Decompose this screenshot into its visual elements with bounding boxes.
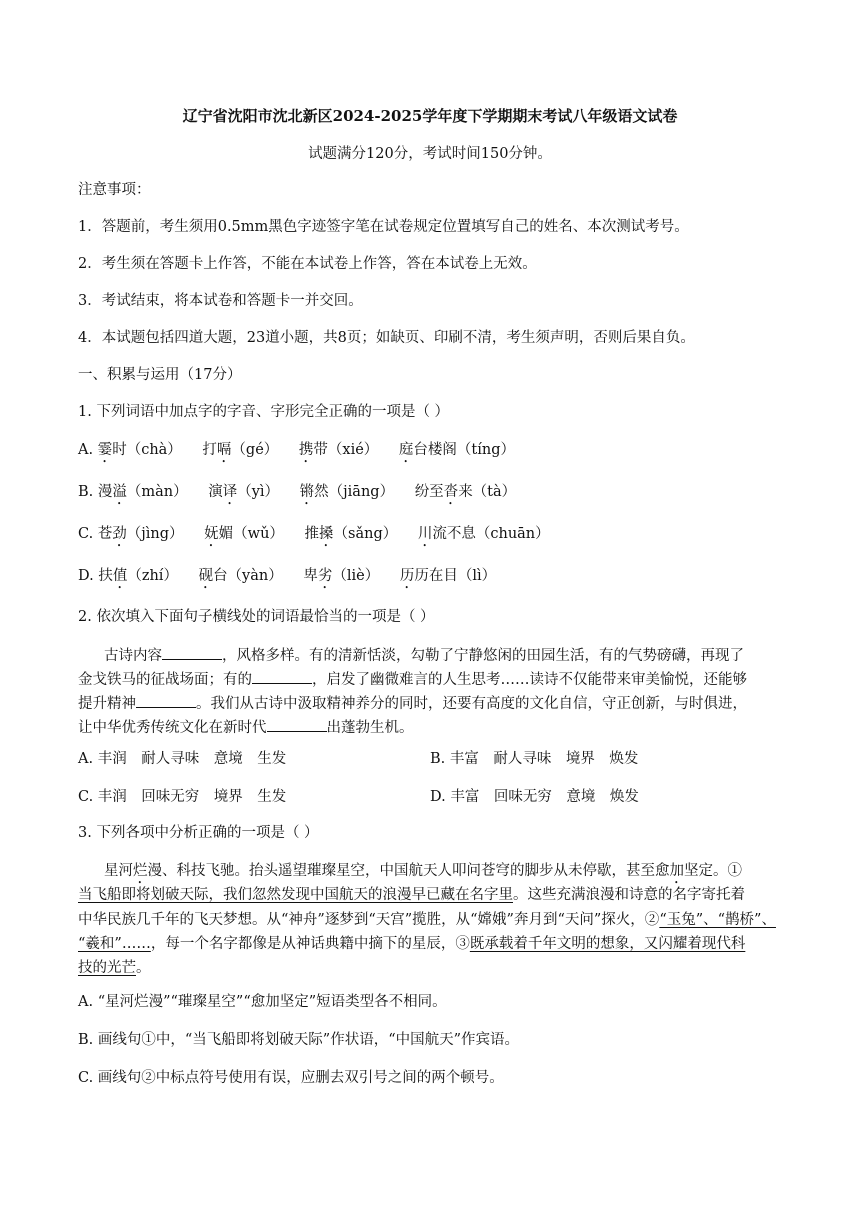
q3-passage-line-3: 中华民族几千年的飞天梦想。从“神舟”逐梦到“天宫”揽胜，从“嫦娥”奔月到“天问”探火，②“玉兔”、“鹊桥”、 [78,912,776,928]
q3-option-b: B. 画线句①中，“当飞船即将划破天际”作状语，“中国航天”作宾语。 [78,1032,520,1048]
q1-option-c: C. 苍劲（jìng） 妩媚（wǔ） 推搡（sǎng） 川流不息（chuān） [78,526,550,542]
q1-option-a: A. 霎时（chà） 打嗝（gé） 携带（xié） 庭台楼阁（tíng） [78,442,516,458]
underlined-sentence-2b: “羲和”…… [78,936,151,952]
q2-passage-line-4: 让中华优秀传统文化在新时代 出蓬勃生机。 [78,717,414,738]
q3-option-a: A. “星河烂漫”“璀璨星空”“愈加坚定”短语类型各不相同。 [78,994,447,1010]
q2-option-c: C. 丰润 回味无穷 境界 生发 [78,789,287,805]
fill-blank-2 [252,669,312,684]
q1-stem: 1. 下列词语中加点字的字音、字形完全正确的一项是（ ） [78,404,450,420]
fill-blank-4 [267,717,327,732]
notice-item-4: 4．本试题包括四道大题，23道小题，共8页；如缺页、印刷不清，考生须声明，否则后果自负。 [78,330,695,346]
q2-option-b: B. 丰富 耐人寻味 境界 焕发 [430,751,639,767]
q2-passage-line-2: 金戈铁马的征战场面；有的 ，启发了幽微难言的人生思考……读诗不仅能带来审美愉悦，还能够 [78,669,747,690]
q2-passage-line-3: 提升精神 。我们从古诗中汲取精神养分的同时，还要有高度的文化自信，守正创新，与时俱进， [78,693,747,714]
q3-passage-line-5: 技的光芒。 [78,960,151,976]
q2-option-d: D. 丰富 回味无穷 意境 焕发 [430,789,639,805]
underlined-sentence-1: 当飞船即将划破天际，我们忽然发现中国航天的浪漫早已藏在名字里 [78,887,513,903]
underlined-sentence-2a: “玉兔”、“鹊桥”、 [659,912,776,928]
q3-option-c: C. 画线句②中标点符号使用有误，应删去双引号之间的两个顿号。 [78,1070,504,1086]
q1-option-d: D. 扶值（zhí） 砚台（yàn） 卑劣（liè） 历历在目（lì） [78,568,497,584]
q3-passage-line-4: “羲和”……，每一个名字都像是从神话典籍中摘下的星辰，③既承载着千年文明的想象，又闪耀着现代科 [78,936,746,952]
fill-blank-1 [162,645,222,660]
q2-passage-line-1: 古诗内容 ，风格多样。有的清新恬淡，勾勒了宁静悠闲的田园生活，有的气势磅礴，再现了 [104,645,744,666]
q3-passage-line-1: 星河烂漫、科技飞驰。抬头遥望璀璨星空，中国航天人叩问苍穹的脚步从未停歇，甚至愈加坚定。① [104,863,742,879]
notice-item-1: 1．答题前，考生须用0.5mm黑色字迹签字笔在试卷规定位置填写自己的姓名、本次测试考号。 [78,219,689,235]
q3-passage-line-2: 当飞船即将划破天际，我们忽然发现中国航天的浪漫早已藏在名字里。这些充满浪漫和诗意的名字寄托着 [78,887,745,903]
fill-blank-3 [136,693,196,708]
q1-option-b: B. 漫溢（màn） 演译（yì） 锵然（jiāng） 纷至沓来（tà） [78,484,517,500]
underlined-sentence-3b: 技的光芒 [78,960,136,976]
q2-option-a: A. 丰润 耐人寻味 意境 生发 [78,751,287,767]
exam-subtitle: 试题满分120分，考试时间150分钟。 [308,146,552,162]
section-1-heading: 一、积累与运用（17分） [78,367,242,383]
q3-stem: 3. 下列各项中分析正确的一项是（ ） [78,825,319,841]
underlined-sentence-3a: 既承载着千年文明的想象，又闪耀着现代科 [469,936,746,952]
notice-item-2: 2．考生须在答题卡上作答，不能在本试卷上作答，答在本试卷上无效。 [78,256,537,272]
notice-item-3: 3．考试结束，将本试卷和答题卡一并交回。 [78,293,363,309]
exam-title: 辽宁省沈阳市沈北新区2024-2025学年度下学期期末考试八年级语文试卷 [182,107,678,125]
notice-heading: 注意事项： [78,182,151,198]
q2-stem: 2. 依次填入下面句子横线处的词语最恰当的一项是（ ） [78,609,435,625]
